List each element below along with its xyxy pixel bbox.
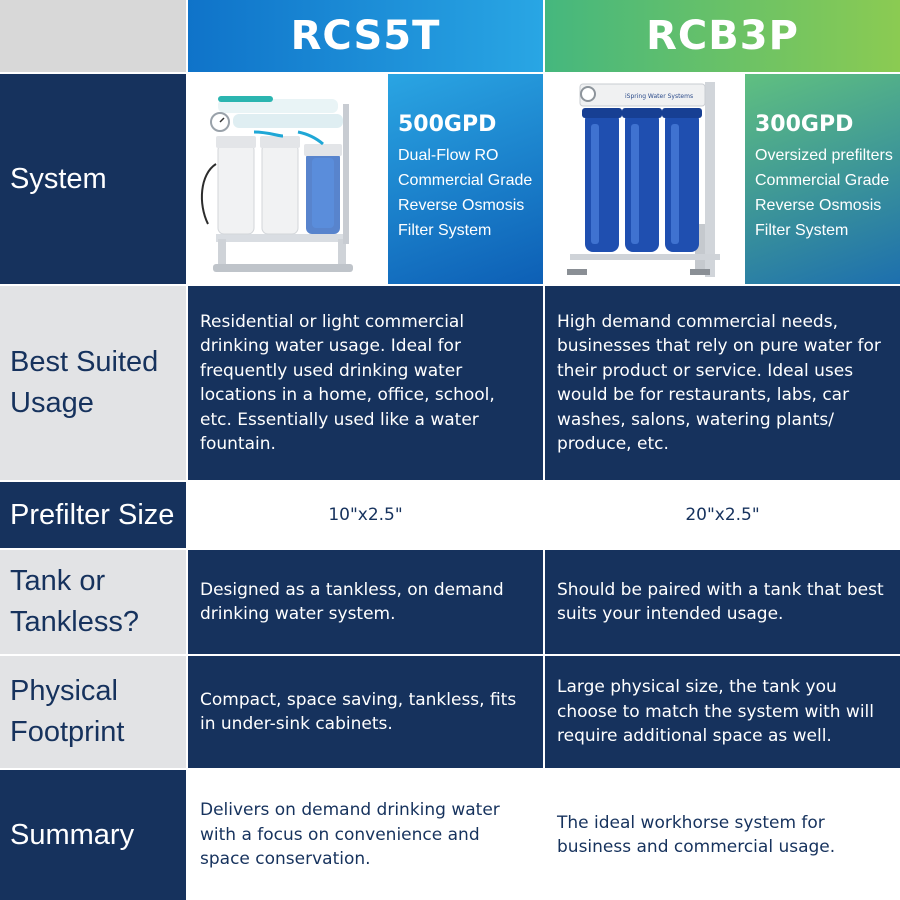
ro-system-b-illustration xyxy=(545,74,745,284)
header-blank xyxy=(0,0,186,72)
row-label-system: System xyxy=(0,74,186,284)
product-b-badge: iSpring Water Systems xyxy=(625,93,694,100)
product-a-image xyxy=(188,74,388,284)
ro-system-a-illustration xyxy=(188,74,388,284)
footprint-b: Large physical size, the tank you choose to match the system with will require additional space as well. xyxy=(545,656,900,768)
row-label-summary: Summary xyxy=(0,770,186,900)
prefilter-a: 10"x2.5" xyxy=(188,482,543,548)
product-a-capacity: 500GPD xyxy=(398,112,497,137)
best-suited-a: Residential or light commercial drinking water usage. Ideal for frequently used drinking water locations in a home, office, school, etc. Essentially used like a water fountain. xyxy=(188,286,543,480)
product-b-desc-1: Oversized prefilters xyxy=(755,147,893,164)
row-label-prefilter: Prefilter Size xyxy=(0,482,186,548)
product-a-desc-1: Dual-Flow RO xyxy=(398,147,499,164)
best-suited-b: High demand commercial needs, businesses that rely on pure water for their product or service. Ideal uses would be for restaurants, labs, car washes, salons, watering plants/ produce, etc. xyxy=(545,286,900,480)
summary-a: Delivers on demand drinking water with a focus on convenience and space conservation. xyxy=(188,770,543,900)
product-b-desc-2: Commercial Grade xyxy=(755,172,890,189)
product-a-desc-2: Commercial Grade xyxy=(398,172,533,189)
tank-a: Designed as a tankless, on demand drinking water system. xyxy=(188,550,543,654)
summary-b: The ideal workhorse system for business and commercial usage. xyxy=(545,770,900,900)
product-b-capacity: 300GPD xyxy=(755,112,854,137)
prefilter-b: 20"x2.5" xyxy=(545,482,900,548)
product-a-title: RCS5T xyxy=(290,13,441,59)
product-b-system-panel xyxy=(745,74,900,284)
product-b-image xyxy=(545,74,745,284)
footprint-a: Compact, space saving, tankless, fits in under-sink cabinets. xyxy=(188,656,543,768)
product-a-system-panel xyxy=(388,74,543,284)
row-label-footprint: Physical Footprint xyxy=(0,656,186,768)
header-product-b xyxy=(545,0,900,72)
product-b-desc-3: Reverse Osmosis xyxy=(755,197,882,214)
row-label-tank: Tank or Tankless? xyxy=(0,550,186,654)
row-label-best-suited: Best Suited Usage xyxy=(0,286,186,480)
tank-b: Should be paired with a tank that best suits your intended usage. xyxy=(545,550,900,654)
product-a-desc-3: Reverse Osmosis xyxy=(398,197,525,214)
product-b-desc-4: Filter System xyxy=(755,222,849,239)
product-a-desc-4: Filter System xyxy=(398,222,492,239)
product-b-title: RCB3P xyxy=(646,13,799,59)
header-product-a xyxy=(188,0,543,72)
